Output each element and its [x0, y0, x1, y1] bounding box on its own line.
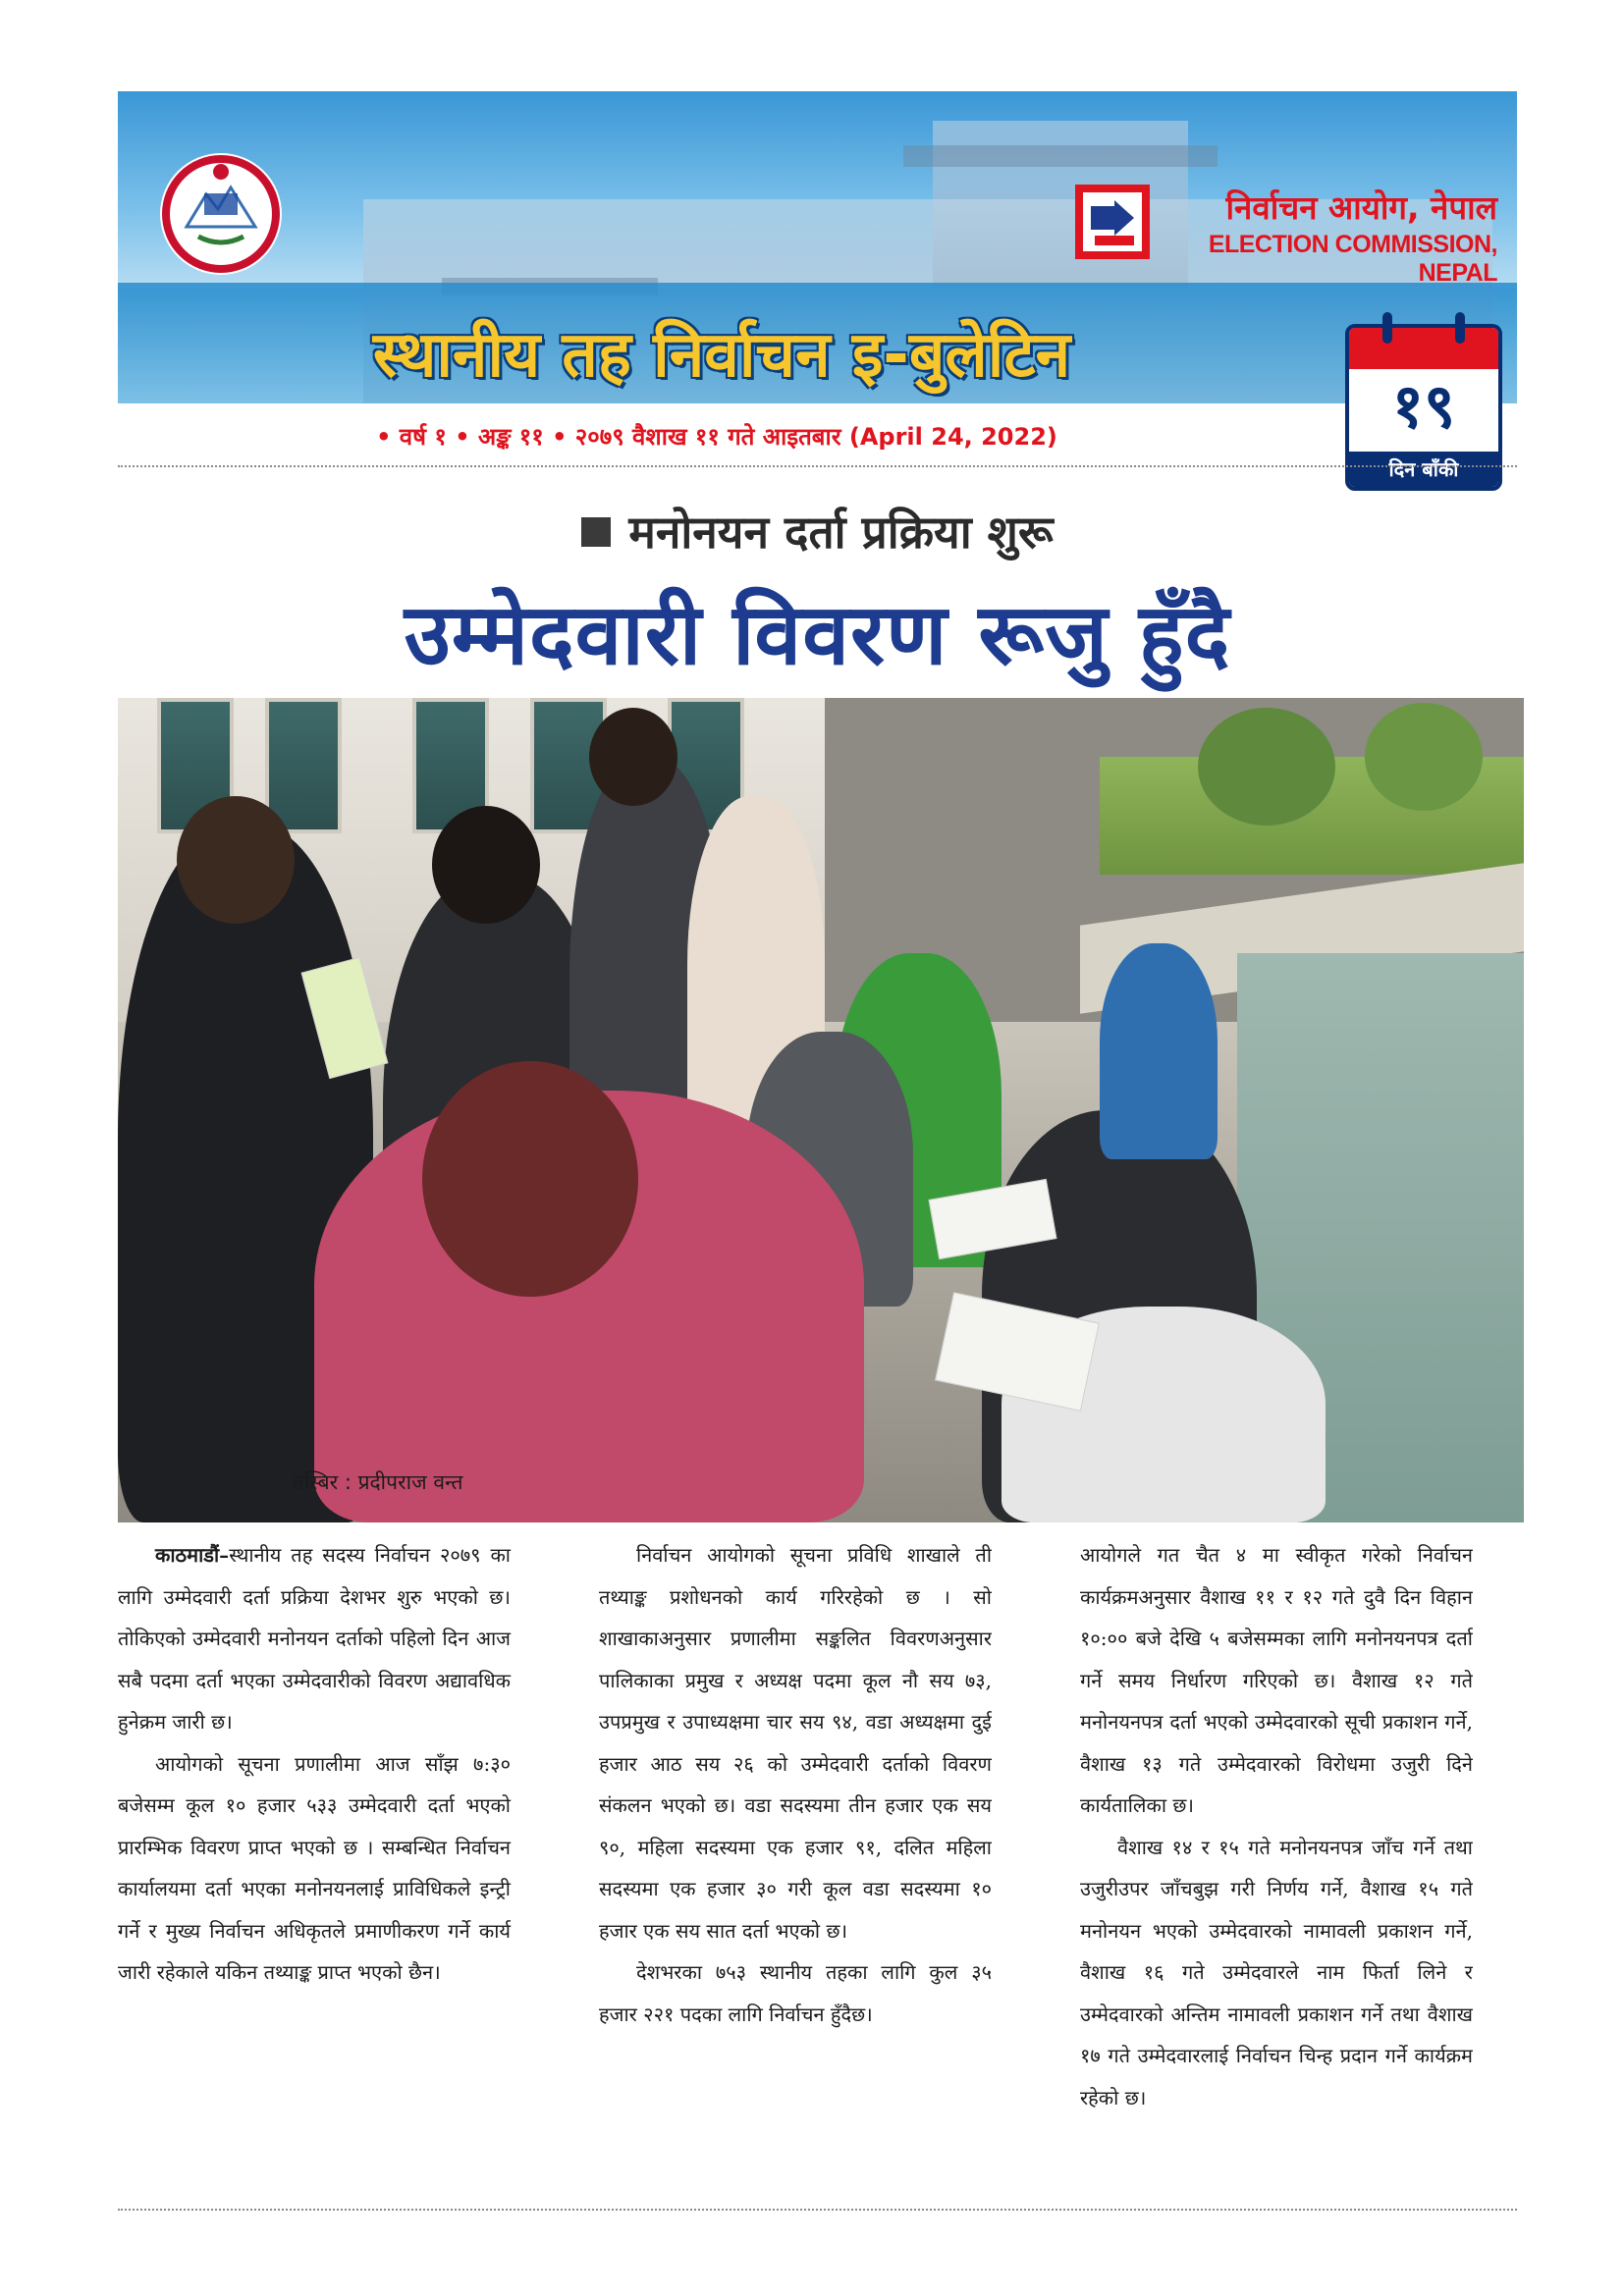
article-paragraph: निर्वाचन आयोगको सूचना प्रविधि शाखाले ती तथ्याङ्क प्रशोधनको कार्य गरिरहेको छ । सो शाखाकाअनुसार प्रणालीमा सङ्कलित विवरणअनुसार पालिकाका प्रमुख र अध्यक्ष पदमा कूल नौ सय ७३, उपप्रमुख र उपाध्यक्षमा चार सय ९४, वडा अध्यक्षमा दुई हजार आठ सय २६ को उम्मेदवारी दर्ताको विवरण संकलन भएको छ। वडा सदस्यमा तीन हजार एक सय ९०, महिला सदस्यमा एक हजार ९१, दलित महिला सदस्यमा एक हजार ३० गरी कूल वडा सदस्यमा १० हजार एक सय सात दर्ता भएको छ।: [599, 1543, 992, 1943]
article-paragraph: वैशाख १४ र १५ गते मनोनयनपत्र जाँच गर्ने तथा उजुरीउपर जाँचबुझ गरी निर्णय गर्ने, वैशाख १५ गते मनोनयन भएको उम्मेदवारको नामावली प्रकाशन गर्ने, वैशाख १६ गते उम्मेदवारले नाम फिर्ता लिने र उम्मेदवारको अन्तिम नामावली प्रकाशन गर्ने तथा वैशाख १७ गते उम्मेदवारलाई निर्वाचन चिन्ह प्रदान गर्ने कार्यक्रम रहेको छ।: [1080, 1835, 1473, 2109]
article-column-3: [1080, 1534, 1473, 2163]
banner-roof: [903, 145, 1218, 167]
calendar-rings: [1345, 312, 1502, 342]
photo-bush: [1365, 703, 1483, 811]
org-name-english: ELECTION COMMISSION, NEPAL: [1208, 231, 1497, 287]
main-headline: उम्मेदवारी विवरण रूजु हुँदै: [404, 586, 1231, 684]
article-paragraph: देशभरका ७५३ स्थानीय तहका लागि कुल ३५ हजार २२१ पदका लागि निर्वाचन हुँदैछ।: [599, 1960, 992, 2026]
dateline: काठमाडौं–: [155, 1543, 230, 1567]
news-photo: [118, 698, 1524, 1522]
nepal-emblem-icon: [157, 150, 285, 278]
kicker-text: मनोनयन दर्ता प्रक्रिया शुरू: [628, 506, 1054, 559]
article-column-2: [599, 1534, 992, 2163]
divider-top: [118, 465, 1517, 467]
countdown-number: १९: [1391, 370, 1456, 442]
article-paragraph: आयोगको सूचना प्रणालीमा आज साँझ ७:३० बजेसम्म कूल १० हजार ५३३ उम्मेदवारी दर्ता भएको प्रारम्भिक विवरण प्राप्त भएको छ । सम्बन्धित निर्वाचन कार्यालयमा दर्ता भएका मनोनयनलाई प्राविधिकले इन्ट्री गर्ने र मुख्य निर्वाचन अधिकृतले प्रमाणीकरण गर्ने कार्य जारी रहेकाले यकिन तथ्याङ्क प्राप्त भएको छैन।: [118, 1751, 511, 1984]
divider-bottom: [118, 2209, 1517, 2211]
kicker-heading: [118, 501, 1517, 561]
article-paragraph: [118, 1534, 511, 1743]
election-commission-logo-icon: [1075, 185, 1150, 259]
issue-info: • वर्ष १ • अङ्क ११ • २०७९ वैशाख ११ गते आइतबार (April 24, 2022): [376, 423, 1057, 451]
photo-head: [422, 1061, 638, 1297]
bulletin-title: स्थानीय तह निर्वाचन इ-बुलेटिन: [372, 319, 1071, 392]
square-bullet-icon: [581, 517, 611, 547]
photo-credit: तस्बिर : प्रदीपराज वन्त: [293, 1470, 463, 1494]
photo-head: [432, 806, 540, 924]
photo-bush: [1198, 708, 1335, 826]
calendar-ring-icon: [1455, 312, 1465, 344]
header-banner: [118, 91, 1517, 403]
calendar-ring-icon: [1382, 312, 1392, 344]
article-column-1: [118, 1534, 511, 1994]
article-paragraph: आयोगले गत चैत ४ मा स्वीकृत गरेको निर्वाचन कार्यक्रमअनुसार वैशाख ११ र १२ गते दुवै दिन विहान १०:०० बजे देखि ५ बजेसम्मका लागि मनोनयनपत्र दर्ता गर्ने समय निर्धारण गरिएको छ। वैशाख १२ गते मनोनयनपत्र दर्ता भएको उम्मेदवारको सूची प्रकाशन गर्ने, वैशाख १३ गते उम्मेदवारको विरोधमा उजुरी दिने कार्यतालिका छ।: [1080, 1543, 1473, 1817]
org-name-nepali: निर्वाचन आयोग, नेपाल: [1225, 188, 1497, 227]
photo-person: [1100, 943, 1218, 1159]
countdown-label: दिन बाँकी: [1349, 452, 1498, 487]
photo-head: [177, 796, 295, 924]
paragraph-text: स्थानीय तह सदस्य निर्वाचन २०७९ का लागि उम्मेदवारी दर्ता प्रक्रिया देशभर शुरु भएको छ। तोकिएको उम्मेदवारी मनोनयन दर्ताको पहिलो दिन आज सबै पदमा दर्ता भएका उम्मेदवारीको विवरण अद्यावधिक हुनेक्रम जारी छ।: [118, 1543, 511, 1734]
photo-head: [589, 708, 677, 806]
